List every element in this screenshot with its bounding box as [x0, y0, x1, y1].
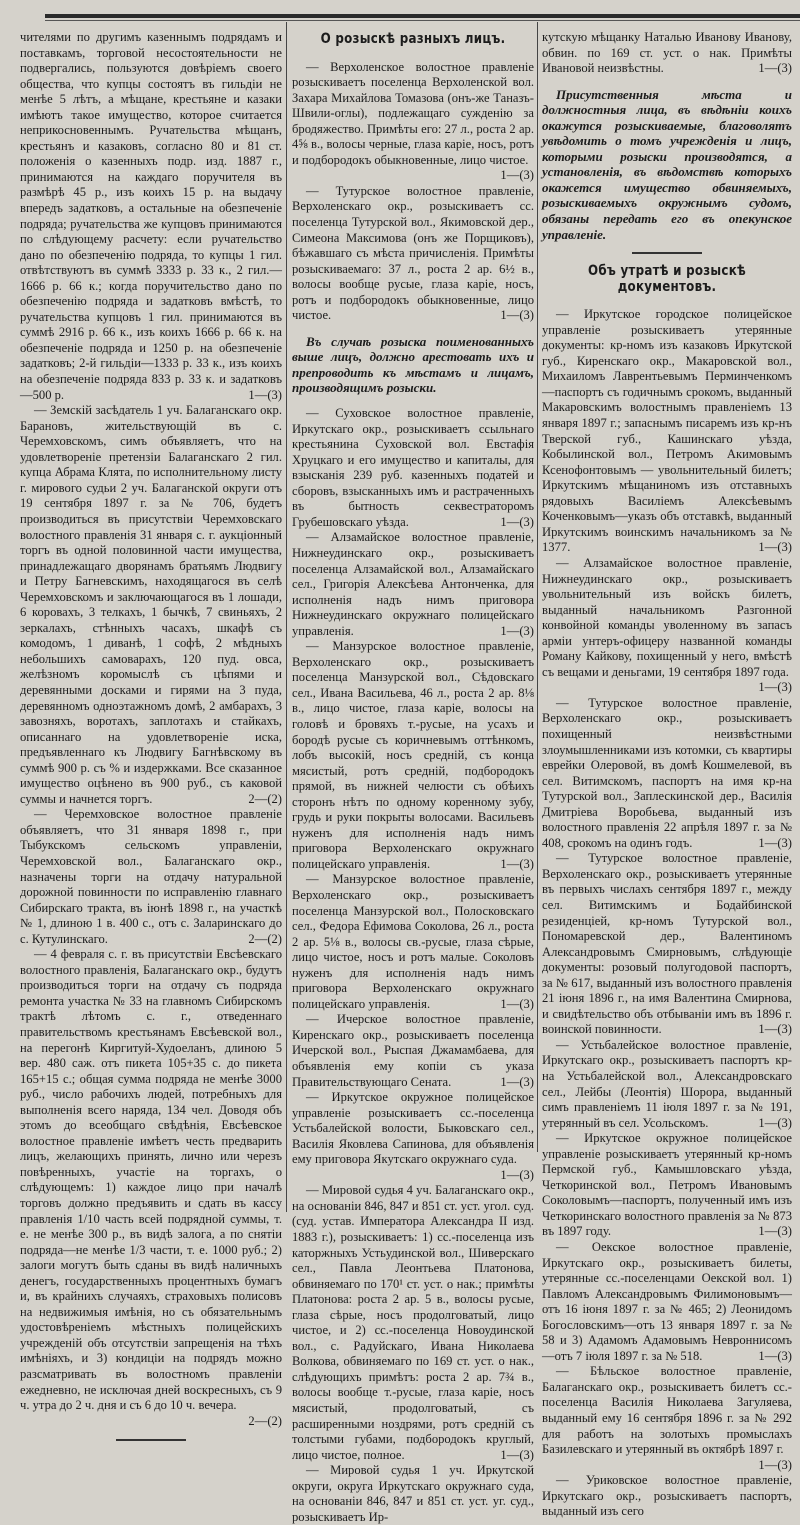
notice-italic — [542, 87, 792, 242]
notice-paragraph — [542, 851, 792, 1038]
issue-mark: 1—(3) — [500, 856, 534, 871]
column-divider — [537, 22, 538, 1152]
notice-text: чителями по другимъ казеннымъ подрядамъ и поставкамъ, торговой несостоятельности не подвергались, пользуются довѣріемъ своего общества, что купцы состоятъ въ гильдіи не менѣе 5 лѣтъ, а мѣщане, крестьяне и казаки имѣютъ такое имущество, которое считается неприкосновеннымъ. Ручательства мѣщанъ, крестьянъ и казаковъ, согласно 80 и 81 ст. положенія о казенныхъ подр. изд. 1887 г., принимаются на каждаго поручителя въ размѣрѣ 45 р., изъ коихъ 15 р. на выдачу впередъ задатковъ, а остальные на обезпеченіе подряда; ручательства же купцовъ принимаются по слѣдующему расчету: если ручательство дано по обезпеченію подряда, то купцы 1 гил. отвѣтствуютъ въ суммѣ 3333 р. 33 к., 2 гил.—1666 р. 66 к.; когда поручительство дано по обезпеченію подряда и задатковъ вмѣстѣ, то ручательства купцовъ 1 гил. принимаются въ суммѣ 2916 р. 66 к., изъ коихъ 1666 р. 66 к. на обезпеченіе подряда и 1250 р. на обезпеченіе задатковъ; 2-й гильдіи—1333 р. 33 к., изъ коихъ на обезпеченіе подряда 833 р. 33 к. и задатковъ—500 р. — [20, 30, 282, 402]
issue-mark: 1—(3) — [758, 540, 792, 555]
notice-text: — Мировой судья 4 уч. Балаганскаго окр., на основаніи 846, 847 и 851 ст. уст. угол. суд. (суд. устав. Императора Александра II изд. 1883 г.), розыскиваетъ: 1) сс.-поселенца изъ каторжныхъ Устьудинской вол., Шиверскаго сел., Павла Леонтьева Платонова, обвиняемаго по 170¹ ст. уст. о нак.; примѣты Платонова: роста 2 ар. 5 в., волосы русые, глаза сѣрые, носъ продолговатый, лицо чистое, и 2) сс.-поселенца Новоудинской вол., с. Радуйскаго, Ивана Николаева Волкова, обвиняемаго по 169 ст. уст. о нак., слѣдующихъ примѣтъ: роста 2 ар. 7¾ в., волосы вообще т.-русые, глаза каріе, носъ мясистый, продолговатый, съ расширенными ноздрями, ротъ средній съ толстыми губами, подбородокъ круглый, лицо чистое, полное. — [292, 1183, 534, 1462]
notice-text: — Оекское волостное правленіе, Иркутскаго окр., розыскиваетъ билеты, утерянные сс.-поселенцами Оекской вол. 1) Павломъ Александровымъ Филимоновымъ—отъ 16 іюня 1897 г. за № 465; 2) Леонидомъ Богословскимъ—отъ 13 января 1897 г. за № 58 и 3) Адамомъ Адамовымъ Невроннисомъ—отъ 7 іюля 1897 г. за № 518. — [542, 1240, 792, 1363]
notice-text: — Уриковское волостное правленіе, Иркутскаго окр., розыскиваетъ паспортъ, выданный изъ сего — [542, 1473, 792, 1519]
notice-paragraph — [292, 639, 534, 872]
issue-mark: 1—(3) — [758, 1348, 792, 1363]
notice-text: — Иркутское окружное полицейское управленіе розыскиваетъ утерянный кр-номъ Пермской губ., Камышловскаго уѣзда, Четкоринской вол., Петромъ Ивановымъ Соколовымъ—паспортъ, полученный имъ изъ Четкоринскаго волостного правленія за № 873 въ 1897 году. — [542, 1131, 792, 1239]
notice-text: — Алзамайское волостное правленіе, Нижнеудинскаго окр., розыскиваетъ увольнительный изъ войскъ билетъ, выданный начальникомъ Разгонной конвойной команды уволенному въ запасъ арміи унтеръ-офицеру названной команды Роману Кайкову, похищенный у него, вмѣстѣ съ вещами и деньгами, 19 сентября 1897 года. — [542, 555, 792, 679]
notice-text: — Бѣльское волостное правленіе, Балаганскаго окр., розыскиваетъ билетъ сс.-поселенца Василія Николаева Загуляева, выданный ему 16 сентября 1896 г. за № 292 для работъ на золотыхъ промыслахъ Базилевскаго и утерянный въ октябрѣ 1897 г. — [542, 1364, 792, 1457]
notice-paragraph — [542, 1038, 792, 1131]
issue-mark: 2—(2) — [248, 1413, 282, 1428]
column-middle — [292, 30, 534, 1525]
notice-paragraph — [292, 60, 534, 184]
column-left — [20, 30, 282, 1451]
notice-paragraph — [292, 872, 534, 1012]
notice-paragraph — [542, 1131, 792, 1240]
issue-mark: 1—(3) — [758, 1457, 792, 1472]
issue-mark: 2—(2) — [248, 931, 282, 946]
notice-text: — Иркутское городское полицейское управленіе розыскиваетъ утерянные документы: кр-номъ изъ казаковъ Иркутской губ., Киренскаго окр., Макаровской вол., Михаиломъ Лаврентьевымъ Перминченкомъ—паспортъ съ годичнымъ срокомъ, выданный Макаровскимъ волостнымъ правленіемъ 13 января 1897 г.; запаснымъ писаремъ изъ кр-нъ Тверской губ., Кашинскаго уѣзда, Кобылинской вол., Петромъ Акимовымъ Ксенофонтовымъ — увольнительный билетъ; Иркутскимъ мѣщаниномъ изъ отставныхъ рядовыхъ Василіемъ Алексѣевымъ Коченковымъ—указъ объ отставкѣ, выданный Иркутскимъ воинскимъ начальникомъ за № 1377. — [542, 307, 792, 555]
notice-paragraph — [292, 1463, 534, 1525]
section-divider — [632, 252, 702, 254]
notice-paragraph — [292, 184, 534, 324]
section-heading: Объ утратѣ и розыскѣ документовъ. — [587, 263, 747, 295]
issue-mark: 1—(3) — [758, 835, 792, 850]
column-divider — [286, 22, 287, 1212]
notice-text: — Манзурское волостное правленіе, Верхоленскаго окр., розыскиваетъ поселенца Манзурской вол., Полосковскаго сел., Федора Ефимова Соколова, 26 л., роста 2 ар. 5⅛ в., волосы св.-русые, глаза сѣрые, лицо чистое, носъ и ротъ малые. Соколовъ нуженъ для исполненія надъ нимъ приговора Верхоленскаго окружнаго полицейскаго управленія. — [292, 872, 534, 1011]
notice-text: Присутственныя мѣста и должностныя лица, въ вѣдѣніи коихъ окажутся розыскиваемые, благоволятъ увѣдомить о томъ учрежденія и лицъ, которыми розыски производятся, а установленія, въ вѣдомствѣ которыхъ окажется имущество обвиняемыхъ, розыскиваемыхъ окружнымъ судомъ, обязаны передать его въ опекунское управленіе. — [542, 86, 792, 242]
section-divider — [116, 1439, 186, 1441]
notice-paragraph — [542, 1364, 792, 1473]
issue-mark: 1—(3) — [500, 623, 534, 638]
notice-paragraph — [292, 1183, 534, 1463]
notice-paragraph — [292, 530, 534, 639]
notice-paragraph — [542, 1240, 792, 1364]
notice-text: — Верхоленское волостное правленіе розыскиваетъ поселенца Верхоленской вол. Захара Михайлова Томазова (онъ-же Таназъ-Швили-оглы), подлежащаго сужденію за бродяжество. Примѣты его: 27 л., роста 2 ар. 4⅝ в., волосы черные, глаза каріе, носъ, ротъ и подбородокъ обыкновенные, лицо чистое. — [292, 59, 534, 167]
notice-paragraph — [292, 1012, 534, 1090]
notice-text: — Ичерское волостное правленіе, Киренскаго окр., розыскиваетъ поселенца Ичерской вол., Рыспая Джамамбаева, для объявленія ему копіи съ указа Правительствующаго Сената. — [292, 1012, 534, 1089]
issue-mark: 1—(3) — [500, 1167, 534, 1182]
notice-text: Въ случаѣ розыска поименованныхъ выше лицъ, должно арестовать ихъ и препроводить къ мѣстамъ и лицамъ, производящимъ розыски. — [292, 333, 534, 396]
notice-text: — Тутурское волостное правленіе, Верхоленскаго окр., розыскиваетъ сс. поселенца Тутурской вол., Якимовской дер., Симеона Максимова (онъ же Порщиковъ), бѣжавшаго съ мѣста причисленія. Примѣты розыскиваемаго: 37 л., роста 2 ар. 6½ в., волосы вообще русые, глаза каріе, носъ, ротъ и подбородокъ обыкновенные, лицо чистое. — [292, 183, 534, 323]
notice-paragraph — [542, 696, 792, 851]
notice-paragraph — [542, 307, 792, 556]
issue-mark: 1—(3) — [758, 680, 792, 695]
issue-mark: 1—(3) — [500, 308, 534, 323]
issue-mark: 1—(3) — [758, 1115, 792, 1130]
notice-paragraph — [542, 30, 792, 77]
notice-text: — Тутурское волостное правленіе, Верхоленскаго окр., розыскиваетъ утерянные въ первыхъ числахъ сентября 1897 г., между сел. Витимскимъ и Бодайбинской резиденціей, кр-номъ Тутурской вол., Пономаревской дер., Валентиномъ Александровымъ Смирновымъ, слѣдующіе документы: розовый полугодовой паспортъ, за № 617, выданный изъ волостного правленія 21 іюня 1896 г., на имя Валентина Смирнова, и свидѣтельство объ отбываніи имъ въ 1896 г. воинской повинности. — [542, 851, 792, 1037]
notice-text: — 4 февраля с. г. въ присутствіи Евсѣевскаго волостного правленія, Балаганскаго окр., будутъ производиться торги на отдачу съ подряда ремонта участка № 33 на главномъ Сибирскомъ трактѣ лѣтомъ с. г., отведеннаго правительствомъ крестьянамъ Евсѣевской вол., на перегонѣ Киргитуй-Худоеланъ, длиною 5 вер. 480 саж. отъ пикета 105+35 с. до пикета 165+15 с.; общая сумма подряда не менѣе 3000 руб., число рабочихъ людей, потребныхъ для выполненія всего наряда, 134 чел. Доводя объ этомъ до всеобщаго свѣдѣнія, Евсѣевское волостное правленіе имѣетъ честь предварить лицъ, желающихъ принять, лично или черезъ повѣренныхъ, участіе на торгахъ, о слѣдующемъ: 1) каждое лицо при началѣ торговъ должно предъявить и сдать въ кассу правленія 1/10 часть всей подрядной суммы, т. е. не менѣе 300 р., въ видѣ залога, а по снятіи подряда—не менѣе 1/3 части, т. е. 1000 руб.; 2) залоги могутъ быть сданы въ видѣ наличныхъ денегъ, государственныхъ процентныхъ бумагъ и, въ крайнихъ случаяхъ, страховыхъ полисовъ на недвижимыя имѣнія, но съ обязательнымъ удостовѣреніемъ мѣстныхъ полицейскихъ учрежденій объ отсутствіи запрещенія на тѣхъ имѣніяхъ, и 3) кондиціи на подрядъ можно разсматривать въ волостномъ правленіи ежедневно, не исключая дней воскресныхъ, съ 9 ч. утра до 2 ч. дня и съ 6 до 10 ч. вечера. — [20, 947, 282, 1413]
notice-paragraph — [20, 947, 282, 1429]
issue-mark: 1—(3) — [248, 387, 282, 402]
notice-paragraph — [542, 1473, 792, 1520]
notice-italic — [292, 334, 534, 396]
issue-mark: 1—(3) — [500, 168, 534, 183]
notice-paragraph — [292, 406, 534, 530]
issue-mark: 1—(3) — [758, 61, 792, 76]
notice-paragraph — [542, 556, 792, 696]
top-rule-thin — [45, 20, 800, 21]
issue-mark: 1—(3) — [758, 1022, 792, 1037]
notice-paragraph — [292, 1090, 534, 1183]
notice-text: — Манзурское волостное правленіе, Верхоленскаго окр., розыскиваетъ поселенца Манзурской вол., Сѣдовскаго сел., Ивана Васильева, 46 л., роста 2 ар. 8⅛ в., лицо чистое, глаза каріе, волосы на головѣ и бровяхъ т.-русые, на усахъ и бородѣ русые съ коричневымъ оттѣнкомъ, лобъ высокій, носъ средній, съ конца мясистый, ротъ средній, подбородокъ прямой, въ нижней челюсти съ обѣихъ сторонъ нѣтъ по одному коренному зубу, грудь и руки покрыты волосами. Васильевъ нуженъ для исполненія надъ нимъ приговора Верхоленскаго окружнаго полицейскаго управленія. — [292, 639, 534, 871]
issue-mark: 2—(2) — [248, 791, 282, 806]
notice-paragraph — [20, 807, 282, 947]
issue-mark: 1—(3) — [500, 1447, 534, 1462]
issue-mark: 1—(3) — [500, 996, 534, 1011]
notice-text: — Черемховское волостное правленіе объявляетъ, что 31 января 1898 г., при Тыбукскомъ сельскомъ управленіи, Черемховской вол., Балаганскаго окр., назначены торги на отдачу натуральной дорожной повинности по исправленію главнаго Сибирскаго тракта, въ іюнѣ 1898 г., на участкѣ № 1, длиною 1 в. 400 с., отъ с. Заларинскаго до с. Кутулинскаго. — [20, 807, 282, 946]
notice-paragraph — [20, 30, 282, 403]
notice-text: — Тутурское волостное правленіе, Верхоленскаго окр., розыскиваетъ похищенный неизвѣстными злоумышленниками изъ котомки, съ квартиры еврейки Олеровой, въ домѣ Кошмелевой, въ сел. Витимскомъ, паспортъ на имя кр-на Тутурской вол., Заплескинской дер., Василія Дмитріева Воробьева, выданный изъ волостного правленія 22 апрѣля 1897 г. за № 408, срокомъ на одинъ годъ. — [542, 695, 792, 850]
notice-text: — Мировой судья 1 уч. Иркутской округи, округа Иркутскаго окружнаго суда, на основаніи 846, 847 и 851 ст. уст. уг. суд., розыскиваетъ Ир- — [292, 1463, 534, 1524]
notice-paragraph — [20, 403, 282, 807]
column-right — [542, 30, 792, 1520]
issue-mark: 1—(3) — [500, 1074, 534, 1089]
notice-text: — Устьбалейское волостное правленіе, Иркутскаго окр., розыскиваетъ паспортъ кр-на Устьбалейской вол., Александровскаго сел., Лейбы (Леонтія) Шорора, выданный симъ правленіемъ 11 іюля 1897 г. за № 191, утерянный въ сел. Усольскомъ. — [542, 1037, 792, 1130]
notice-text: — Суховское волостное правленіе, Иркутскаго окр., розыскиваетъ ссыльнаго крестьянина Суховской вол. Евстафія Хруцкаго и его имущество и капиталы, для взысканія 239 руб. казенныхъ податей и сборовъ, взысканныхъ имъ и растраченныхъ въ бытность секвестраторомъ Грубешовскаго уѣзда. — [292, 406, 534, 529]
section-heading: О розыскѣ разныхъ лицъ. — [320, 31, 506, 47]
issue-mark: 1—(3) — [758, 1224, 792, 1239]
notice-text: — Земскій засѣдатель 1 уч. Балаганскаго окр. Барановъ, жительствующій въ с. Черемховскомъ, симъ объявляетъ, что на удовлетвореніе претензіи Балаганскаго 2 гил. купца Абрама Клята, по исполнительному листу г. мирового судьи 2 уч. Балаганской округи отъ 19 сентября 1897 г. за № 706, будетъ производиться въ присутствіи Черемховскаго волостного правленія 31 января с. г. аукціонный торгъ въ одной половинной части имущества, принадлежащаго дворянамъ братьямъ Людвигу и Петру Багневскимъ, находящагося въ селѣ Черемховскомъ и заключающагося въ 1 лошади, 6 коровахъ, 3 телкахъ, 1 бычкѣ, 7 свиньяхъ, 2 зеркалахъ, стѣнныхъ часахъ, шкафѣ съ комодомъ, 1 диванѣ, 1 софѣ, 2 мѣдныхъ небольшихъ самоварахъ, 120 пуд. овса, желѣзномъ коромыслѣ съ цѣпями и деревянными досками и гирями на 3 пуда, деревянномъ одноэтажномъ домѣ, 2 амбарахъ, 3 завозняхъ, воротахъ, заплотахъ и стайкахъ, описаннаго на удовлетвореніе иска, предъявленнаго къ Людвигу Багнѣвскому въ суммѣ 900 р. съ % и издержками. Все сказанное имущество оцѣнено въ 900 руб., съ каковой суммы и начнется торгъ. — [20, 403, 282, 806]
notice-text: — Алзамайское волостное правленіе, Нижнеудинскаго окр., розыскиваетъ поселенца Алзамайской вол., Алзамайскаго сел., Григорія Алексѣева Антонченка, для исполненія надъ нимъ приговора Нижнеудинскаго окружнаго полицейскаго управленія. — [292, 530, 534, 638]
issue-mark: 1—(3) — [500, 514, 534, 529]
top-rule — [45, 14, 800, 18]
notice-text: — Иркутское окружное полицейское управленіе розыскиваетъ сс.-поселенца Устьбалейской волости, Быковскаго сел., Василія Яковлева Сапинова, для объявленія ему приговора Якутскаго окружнаго суда. — [292, 1090, 534, 1167]
notice-text: кутскую мѣщанку Наталью Иванову Иванову, обвин. по 169 ст. уст. о нак. Примѣты Ивановой неизвѣстны. — [542, 30, 792, 76]
